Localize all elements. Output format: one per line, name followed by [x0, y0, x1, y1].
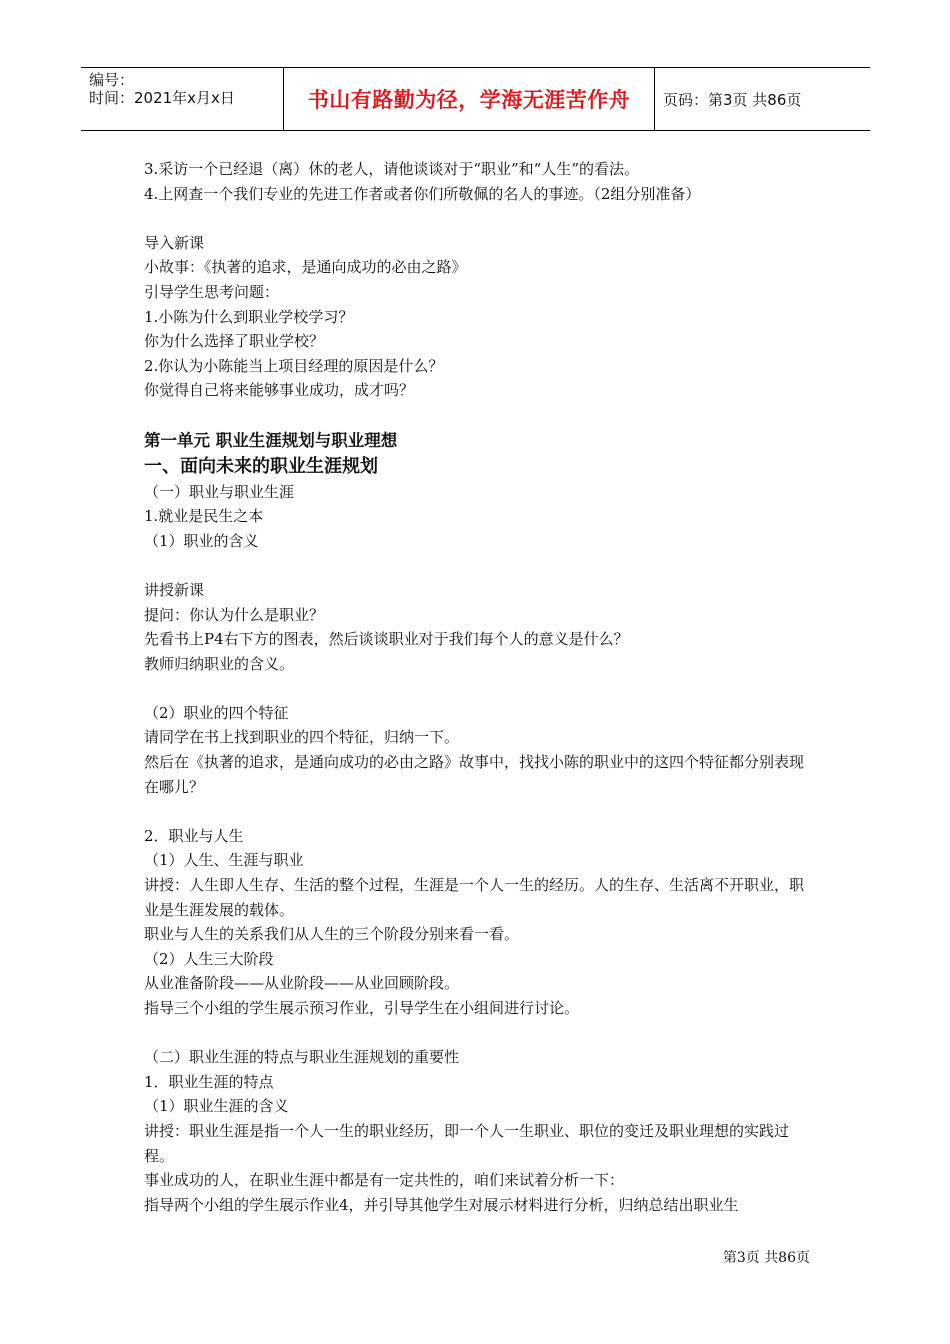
text-line: 1.就业是民生之本 — [144, 507, 264, 526]
text-line: 讲授：人生即人生存、生活的整个过程，生涯是一个人一生的经历。人的生存、生活离不开职业，职业是生涯发展的载体。 — [144, 876, 805, 919]
text-line: 1．职业生涯的特点 — [144, 1072, 274, 1091]
blank-line — [144, 206, 812, 231]
text-line: 2.你认为小陈能当上项目经理的原因是什么？ — [144, 356, 444, 375]
text-line: 4.上网查一个我们专业的先进工作者或者你们所敬佩的名人的事迹。（2组分别准备） — [144, 184, 701, 203]
blank-line — [144, 403, 812, 428]
intro-block — [144, 157, 812, 428]
text-line: 小故事：《执著的追求，是通向成功的必由之路》 — [144, 258, 467, 277]
blank-line — [144, 676, 812, 701]
text-line: 2．职业与人生 — [144, 826, 244, 845]
text-line: 从业准备阶段——从业阶段——从业回顾阶段。 — [144, 974, 460, 993]
blank-line — [144, 553, 812, 578]
text-line: （1）职业的含义 — [144, 531, 259, 550]
text-line: 引导学生思考问题： — [144, 282, 280, 301]
page-header — [81, 67, 870, 131]
unit-title: 第一单元 职业生涯规划与职业理想 — [144, 430, 398, 450]
serial-label: 编号： — [89, 71, 135, 89]
blank-line — [144, 799, 812, 824]
blank-line — [144, 1021, 812, 1046]
text-line: 你觉得自己将来能够事业成功，成才吗？ — [144, 381, 415, 400]
header-meta — [81, 68, 283, 130]
text-line: 然后在《执著的追求，是通向成功的必由之路》故事中，找找小陈的职业中的这四个特征都分别表现在哪儿？ — [144, 753, 805, 796]
text-line: 先看书上P4右下方的图表，然后谈谈职业对于我们每个人的意义是什么？ — [144, 630, 629, 649]
text-line: 提问：你认为什么是职业？ — [144, 605, 325, 624]
text-line: 教师归纳职业的含义。 — [144, 654, 295, 673]
section-block — [144, 480, 812, 1218]
text-line: 指导两个小组的学生展示作业4，并引导其他学生对展示材料进行分析，归纳总结出职业生 — [144, 1195, 739, 1214]
text-line: 事业成功的人，在职业生涯中都是有一定共性的，咱们来试着分析一下： — [144, 1171, 625, 1190]
text-line: 职业与人生的关系我们从人生的三个阶段分别来看一看。 — [144, 925, 520, 944]
text-line: 1.小陈为什么到职业学校学习？ — [144, 307, 354, 326]
text-line: 讲授新课 — [144, 580, 205, 599]
text-line: （二）职业生涯的特点与职业生涯规划的重要性 — [144, 1048, 460, 1067]
text-line: 你为什么选择了职业学校？ — [144, 332, 325, 351]
section-title: 一、面向未来的职业生涯规划 — [144, 455, 378, 477]
text-line: （2）职业的四个特征 — [144, 703, 289, 722]
text-line: 请同学在书上找到职业的四个特征，归纳一下。 — [144, 728, 460, 747]
text-line: （2）人生三大阶段 — [144, 949, 274, 968]
text-line: 讲授：职业生涯是指一个人一生的职业经历，即一个人一生职业、职位的变迁及职业理想的实践过程。 — [144, 1121, 790, 1165]
text-line: （1）人生、生涯与职业 — [144, 851, 304, 870]
text-line: 导入新课 — [144, 233, 205, 252]
header-page-number: 页码：第3页 共86页 — [663, 90, 802, 109]
date-line: 时间：2021年x月x日 — [89, 89, 235, 107]
text-line: 指导三个小组的学生展示预习作业，引导学生在小组间进行讨论。 — [144, 999, 580, 1017]
header-motto: 书山有路勤为径，学海无涯苦作舟 — [283, 68, 655, 130]
text-line: （一）职业与职业生涯 — [144, 482, 295, 501]
text-line: （1）职业生涯的含义 — [144, 1097, 289, 1116]
page-footer: 第3页 共86页 — [722, 1250, 810, 1266]
text-line: 3.采访一个已经退（离）休的老人，请他谈谈对于“职业”和“人生”的看法。 — [144, 160, 639, 178]
document-body — [144, 157, 812, 1217]
